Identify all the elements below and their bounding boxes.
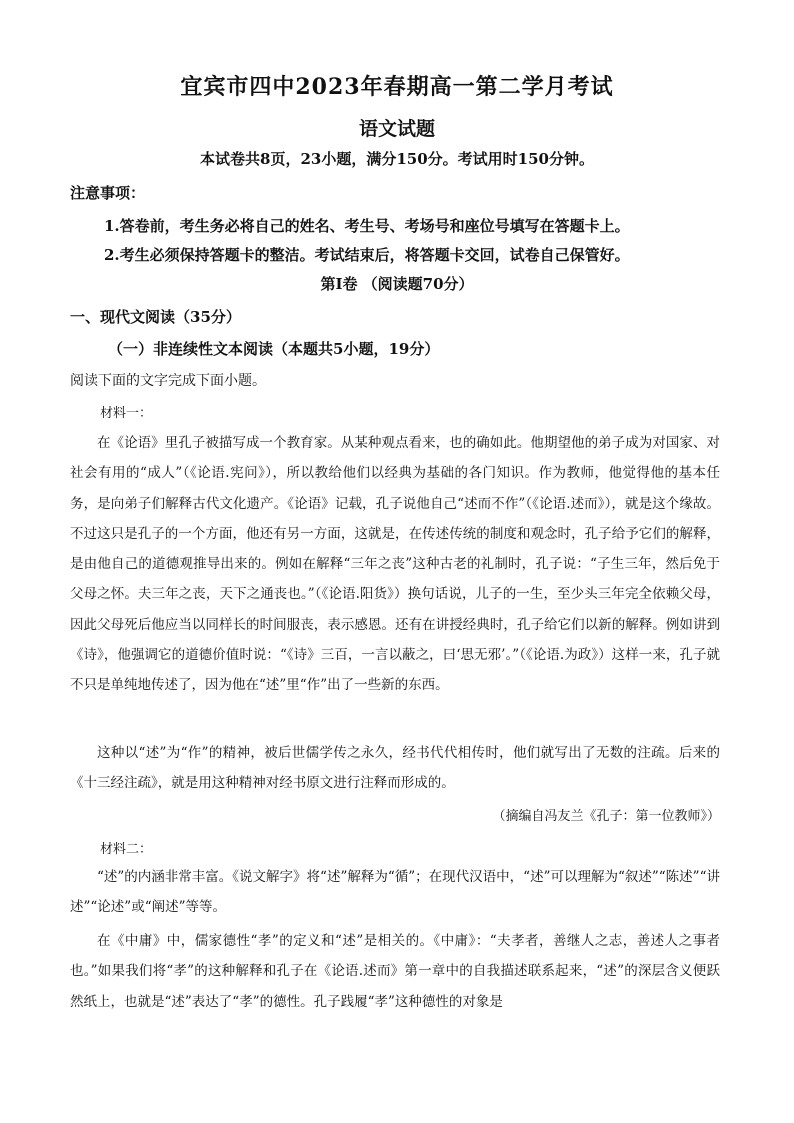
note-item: 1.答卷前，考生务必将自己的姓名、考生号、考场号和座位号填写在答题卡上。 (104, 217, 630, 235)
material-paragraph: 这种以“述”为“作”的精神，被后世儒学传之永久，经书代代相传时，他们就写出了无数的注疏。后来的《十三经注疏》，就是用这种精神对经书原文进行注释而形成的。 (70, 745, 720, 792)
material-paragraph: “述”的内涵非常丰富。《说文解字》将“述”解释为“循”；在现代汉语中，“述”可以理解为“叙述”“陈述”“讲述”“论述”或“阐述”等等。 (70, 869, 720, 916)
material-paragraph: 在《中庸》中，儒家德性“孝”的定义和“述”是相关的。《中庸》：“夫孝者，善继人之志，善述人之事者也。”如果我们将“孝”的这种解释和孔子在《论语.述而》第一章中的自我描述联系起来，“述”的深层含义便跃然纸上，也就是“述”表达了“孝”的德性。孔子践履“孝”这种德性的对象是 (70, 933, 720, 1010)
exam-title: 宜宾市四中2023年春期高一第二学月考试 (180, 74, 614, 100)
section-heading: 一、现代文阅读（35分） (70, 308, 241, 326)
material-label: 材料二： (100, 842, 153, 857)
material-label: 材料一： (100, 406, 153, 421)
exam-info: 本试卷共8页，23小题，满分150分。考试用时150分钟。 (200, 150, 594, 168)
volume-heading: 第I卷 （阅读题70分） (320, 275, 474, 293)
material-paragraph: 在《论语》里孔子被描写成一个教育家。从某种观点看来，也的确如此。他期望他的弟子成为对国家、对社会有用的“成人”（《论语.宪问》），所以教给他们以经典为基础的各门知识。作为教师，他觉得他的基本任务，是向弟子们解释古代文化遗产。《论语》记载，孔子说他自己“述而不作”（《论语.述而》），就是这个缘故。不过这只是孔子的一个方面，他还有另一方面，这就是，在传述传统的制度和观念时，孔子给予它们的解释，是由他自己的道德观推导出来的。例如在解释“三年之丧”这种古老的礼制时，孔子说：“子生三年，然后免于父母之怀。夫三年之丧，天下之通丧也。”（《论语.阳货》）换句话说，儿子的一生，至少头三年完全依赖父母，因此父母死后他应当以同样长的时间服丧，表示感恩。还有在讲授经典时，孔子给它们以新的解释。例如讲到《诗》，他强调它的道德价值时说：“《诗》三百，一言以蔽之，曰‘思无邪’。”（《论语.为政》）这样一来，孔子就不只是单纯地传述了，因为他在“述”里“作”出了一些新的东西。 (70, 435, 720, 694)
exam-subtitle: 语文试题 (358, 118, 435, 140)
material-source: （摘编自冯友兰《孔子：第一位教师》） (492, 809, 720, 824)
notes-heading: 注意事项： (70, 184, 146, 202)
subsection-heading: （一）非连续性文本阅读（本题共5小题，19分） (108, 340, 440, 358)
reading-instruction: 阅读下面的文字完成下面小题。 (70, 373, 266, 389)
note-item: 2.考生必须保持答题卡的整洁。考试结束后，将答题卡交回，试卷自己保管好。 (104, 246, 630, 264)
